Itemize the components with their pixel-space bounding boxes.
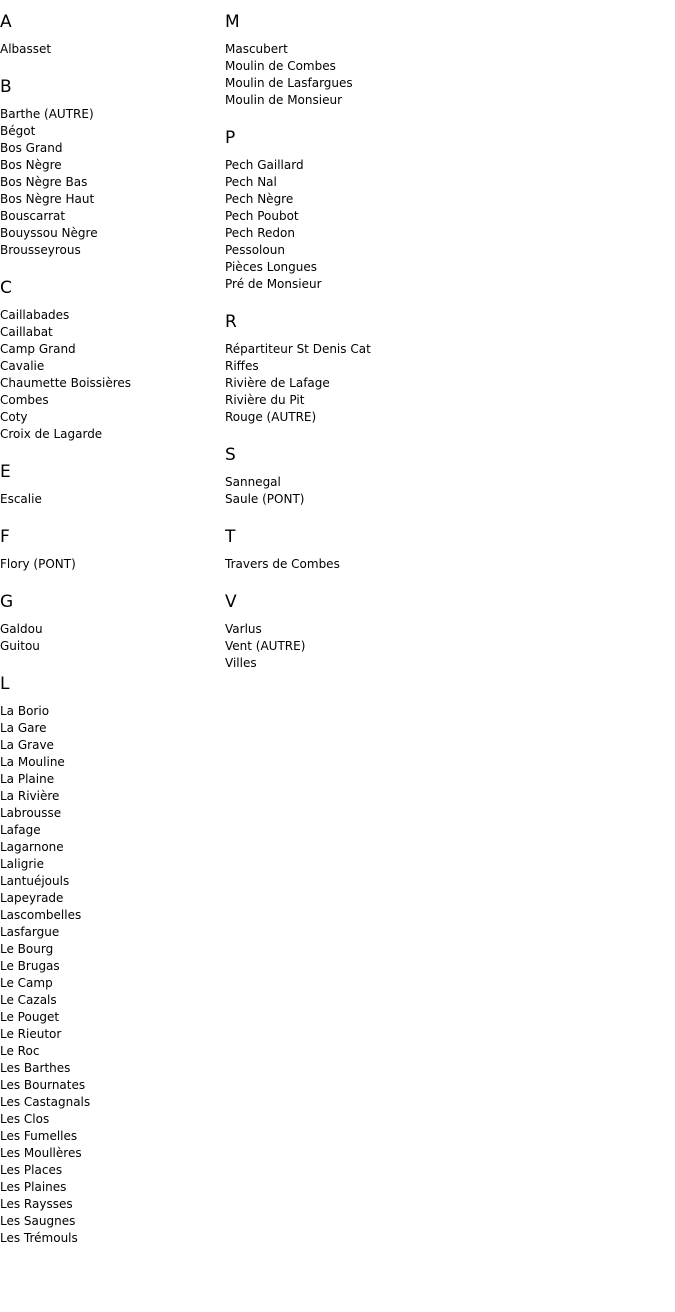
place-item-coty: Coty — [0, 410, 28, 424]
place-item-le-rieutor: Le Rieutor — [0, 1027, 62, 1041]
place-item-lapeyrade: Lapeyrade — [0, 891, 64, 905]
place-item-le-cazals: Le Cazals — [0, 993, 57, 1007]
place-item-varlus: Varlus — [225, 622, 262, 636]
section-g — [0, 591, 225, 655]
place-list — [0, 41, 225, 58]
section-letter-t: T — [225, 527, 236, 547]
place-item-bos-negre: Bos Nègre — [0, 158, 62, 172]
place-item-les-places: Les Places — [0, 1163, 63, 1177]
place-list — [225, 157, 525, 293]
place-item-la-grave: La Grave — [0, 738, 54, 752]
section-letter-v: V — [225, 592, 237, 612]
place-item-les-barthes: Les Barthes — [0, 1061, 71, 1075]
place-list — [0, 556, 225, 573]
section-letter-l: L — [0, 674, 10, 694]
place-item-la-borio: La Borio — [0, 704, 50, 718]
section-letter-f: F — [0, 527, 10, 547]
place-list — [0, 703, 225, 1247]
place-item-pessoloun: Pessoloun — [225, 243, 285, 257]
section-letter-c: C — [0, 278, 12, 298]
place-item-lantuejouls: Lantuéjouls — [0, 874, 70, 888]
place-item-pech-nal: Pech Nal — [225, 175, 277, 189]
place-list — [0, 621, 225, 655]
place-item-bouscarrat: Bouscarrat — [0, 209, 66, 223]
place-item-moulin-de-monsieur: Moulin de Monsieur — [225, 93, 343, 107]
place-list — [225, 41, 525, 109]
place-list — [0, 106, 225, 259]
place-item-la-riviere: La Rivière — [0, 789, 60, 803]
place-item-le-camp: Le Camp — [0, 976, 53, 990]
place-item-laligrie: Laligrie — [0, 857, 44, 871]
section-letter-m: M — [225, 12, 240, 32]
place-item-moulin-de-combes: Moulin de Combes — [225, 59, 336, 73]
place-item-cavalie: Cavalie — [0, 359, 45, 373]
place-item-riffes: Riffes — [225, 359, 259, 373]
place-item-bos-grand: Bos Grand — [0, 141, 63, 155]
place-item-la-gare: La Gare — [0, 721, 47, 735]
place-item-labrousse: Labrousse — [0, 806, 62, 820]
place-list — [225, 474, 525, 508]
section-f — [0, 526, 225, 573]
place-item-bos-negre-haut: Bos Nègre Haut — [0, 192, 95, 206]
place-list — [0, 491, 225, 508]
place-item-riviere-du-pit: Rivière du Pit — [225, 393, 305, 407]
section-letter-s: S — [225, 445, 236, 465]
section-p — [225, 127, 525, 293]
place-item-les-fumelles: Les Fumelles — [0, 1129, 78, 1143]
place-item-pech-negre: Pech Nègre — [225, 192, 294, 206]
place-item-vent-autre: Vent (AUTRE) — [225, 639, 306, 653]
section-b — [0, 76, 225, 259]
right-column — [225, 11, 525, 672]
place-item-les-clos: Les Clos — [0, 1112, 50, 1126]
place-item-lagarnone: Lagarnone — [0, 840, 64, 854]
section-letter-a: A — [0, 12, 12, 32]
section-s — [225, 444, 525, 508]
place-item-les-saugnes: Les Saugnes — [0, 1214, 76, 1228]
place-item-les-bournates: Les Bournates — [0, 1078, 86, 1092]
section-letter-e: E — [0, 462, 11, 482]
place-item-albasset: Albasset — [0, 42, 52, 56]
place-item-escalie: Escalie — [0, 492, 42, 506]
section-a — [0, 11, 225, 58]
place-item-combes: Combes — [0, 393, 49, 407]
place-item-la-mouline: La Mouline — [0, 755, 65, 769]
place-item-lafage: Lafage — [0, 823, 41, 837]
section-t — [225, 526, 525, 573]
place-item-bouyssou-negre: Bouyssou Nègre — [0, 226, 98, 240]
place-item-riviere-de-lafage: Rivière de Lafage — [225, 376, 330, 390]
place-item-moulin-de-lasfargues: Moulin de Lasfargues — [225, 76, 353, 90]
place-item-brousseyrous: Brousseyrous — [0, 243, 81, 257]
left-column — [0, 11, 225, 1247]
place-item-flory-pont: Flory (PONT) — [0, 557, 76, 571]
place-item-les-tremouls: Les Trémouls — [0, 1231, 78, 1245]
place-item-begot: Bégot — [0, 124, 36, 138]
place-item-travers-de-combes: Travers de Combes — [225, 557, 340, 571]
section-c — [0, 277, 225, 443]
section-r — [225, 311, 525, 426]
place-item-les-castagnals: Les Castagnals — [0, 1095, 91, 1109]
place-item-le-pouget: Le Pouget — [0, 1010, 60, 1024]
place-item-barthe-autre: Barthe (AUTRE) — [0, 107, 94, 121]
place-item-guitou: Guitou — [0, 639, 40, 653]
place-item-les-raysses: Les Raysses — [0, 1197, 73, 1211]
section-v — [225, 591, 525, 672]
place-item-repartiteur-st-denis-cat: Répartiteur St Denis Cat — [225, 342, 371, 356]
place-item-pech-redon: Pech Redon — [225, 226, 295, 240]
place-item-le-bourg: Le Bourg — [0, 942, 54, 956]
place-item-lasfargue: Lasfargue — [0, 925, 60, 939]
section-m — [225, 11, 525, 109]
place-list — [225, 621, 525, 672]
section-e — [0, 461, 225, 508]
place-item-saule-pont: Saule (PONT) — [225, 492, 305, 506]
section-letter-p: P — [225, 128, 236, 148]
place-item-le-brugas: Le Brugas — [0, 959, 60, 973]
place-item-bos-negre-bas: Bos Nègre Bas — [0, 175, 88, 189]
section-l — [0, 673, 225, 1247]
place-item-rouge-autre: Rouge (AUTRE) — [225, 410, 317, 424]
place-item-croix-de-lagarde: Croix de Lagarde — [0, 427, 103, 441]
place-item-la-plaine: La Plaine — [0, 772, 55, 786]
section-letter-r: R — [225, 312, 237, 332]
place-item-les-moulleres: Les Moullères — [0, 1146, 82, 1160]
place-item-sannegal: Sannegal — [225, 475, 281, 489]
place-item-caillabat: Caillabat — [0, 325, 53, 339]
place-list — [225, 341, 525, 426]
place-item-pech-gaillard: Pech Gaillard — [225, 158, 304, 172]
place-item-pre-de-monsieur: Pré de Monsieur — [225, 277, 322, 291]
place-list — [0, 307, 225, 443]
place-item-les-plaines: Les Plaines — [0, 1180, 67, 1194]
place-item-galdou: Galdou — [0, 622, 43, 636]
place-item-caillabades: Caillabades — [0, 308, 70, 322]
place-item-lascombelles: Lascombelles — [0, 908, 82, 922]
place-item-villes: Villes — [225, 656, 257, 670]
place-list — [225, 556, 525, 573]
place-item-le-roc: Le Roc — [0, 1044, 40, 1058]
place-item-chaumette-boissieres: Chaumette Boissières — [0, 376, 132, 390]
place-item-mascubert: Mascubert — [225, 42, 288, 56]
place-item-pieces-longues: Pièces Longues — [225, 260, 318, 274]
place-item-pech-poubot: Pech Poubot — [225, 209, 299, 223]
section-letter-b: B — [0, 77, 12, 97]
place-item-camp-grand: Camp Grand — [0, 342, 76, 356]
section-letter-g: G — [0, 592, 14, 612]
